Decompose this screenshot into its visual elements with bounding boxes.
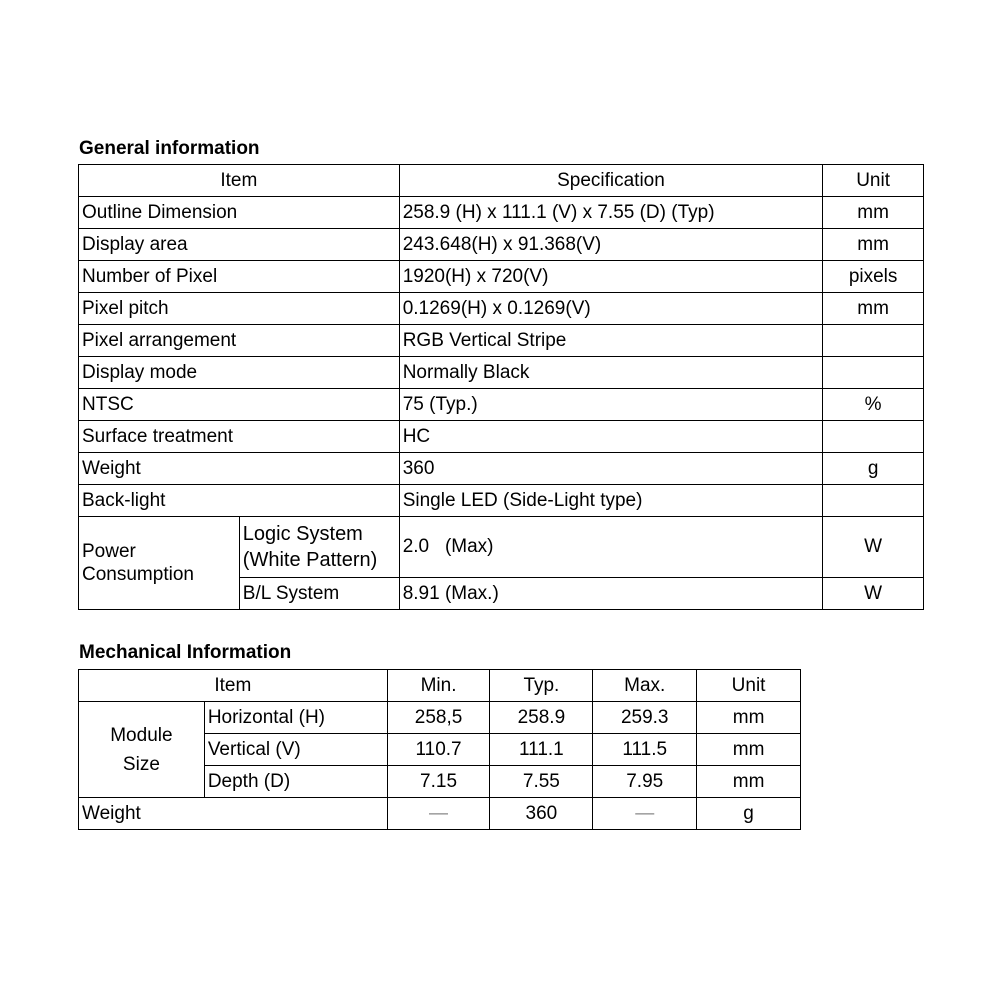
table-row [79, 229, 924, 261]
row-unit: pixels [823, 261, 924, 293]
table-row [79, 261, 924, 293]
table-header-row [79, 165, 924, 197]
row-item: Weight [79, 453, 400, 485]
row-unit: g [823, 453, 924, 485]
table-row [79, 357, 924, 389]
module-size-label [79, 702, 205, 798]
header-unit: Unit [697, 670, 801, 702]
row-max: 7.95 [593, 766, 697, 798]
row-typ: 111.1 [490, 734, 593, 766]
module-label-line1: Module [110, 724, 173, 746]
row-item: Outline Dimension [79, 197, 400, 229]
table-row [79, 197, 924, 229]
row-item: Display mode [79, 357, 400, 389]
table-row [79, 421, 924, 453]
row-unit: mm [697, 766, 801, 798]
row-max: 259.3 [593, 702, 697, 734]
row-item: Weight [79, 798, 388, 830]
table-row [79, 485, 924, 517]
table-row [79, 453, 924, 485]
header-unit: Unit [823, 165, 924, 197]
row-spec: 243.648(H) x 91.368(V) [399, 229, 823, 261]
row-spec: Single LED (Side-Light type) [399, 485, 823, 517]
table-row-power-logic [79, 517, 924, 578]
row-unit: mm [697, 734, 801, 766]
row-item: Back-light [79, 485, 400, 517]
header-max: Max. [593, 670, 697, 702]
row-spec: 360 [399, 453, 823, 485]
row-unit [823, 485, 924, 517]
mechanical-information-title: Mechanical Information [79, 642, 292, 663]
power-label-line1: Power [82, 541, 136, 562]
row-max: 111.5 [593, 734, 697, 766]
bl-system-label: B/L System [239, 578, 399, 610]
row-unit: g [697, 798, 801, 830]
power-consumption-label [79, 517, 240, 610]
logic-label-line1: Logic System [242, 523, 363, 545]
header-typ: Typ. [490, 670, 593, 702]
row-typ: 7.55 [490, 766, 593, 798]
row-typ: 360 [490, 798, 593, 830]
row-item: Pixel arrangement [79, 325, 400, 357]
table-row [79, 702, 801, 734]
logic-system-spec: 2.0 (Max) [399, 517, 823, 578]
row-min: — [387, 798, 490, 830]
row-item: NTSC [79, 389, 400, 421]
header-min: Min. [387, 670, 490, 702]
row-typ: 258.9 [490, 702, 593, 734]
table-header-row [79, 670, 801, 702]
table-row [79, 798, 801, 830]
row-unit [823, 421, 924, 453]
logic-system-unit: W [823, 517, 924, 578]
module-label-line2: Size [122, 753, 160, 775]
logic-system-label [239, 517, 399, 578]
row-spec: Normally Black [399, 357, 823, 389]
power-label-line2: Consumption [82, 564, 194, 585]
logic-label-line2: (White Pattern) [242, 549, 378, 571]
row-unit [823, 325, 924, 357]
header-item: Item [79, 165, 400, 197]
bl-system-spec: 8.91 (Max.) [399, 578, 823, 610]
row-spec: RGB Vertical Stripe [399, 325, 823, 357]
table-row [79, 389, 924, 421]
row-item: Pixel pitch [79, 293, 400, 325]
mechanical-information-table [78, 669, 801, 830]
row-unit: mm [823, 229, 924, 261]
row-unit: mm [823, 293, 924, 325]
row-unit: % [823, 389, 924, 421]
table-row [79, 293, 924, 325]
row-min: 7.15 [387, 766, 490, 798]
row-min: 110.7 [387, 734, 490, 766]
row-item: Horizontal (H) [204, 702, 387, 734]
general-information-title: General information [79, 138, 260, 159]
row-item: Depth (D) [204, 766, 387, 798]
row-item: Vertical (V) [204, 734, 387, 766]
bl-system-unit: W [823, 578, 924, 610]
row-spec: 1920(H) x 720(V) [399, 261, 823, 293]
header-specification: Specification [399, 165, 823, 197]
header-item: Item [79, 670, 388, 702]
row-item: Surface treatment [79, 421, 400, 453]
table-row [79, 325, 924, 357]
row-unit: mm [697, 702, 801, 734]
row-item: Number of Pixel [79, 261, 400, 293]
row-spec: 75 (Typ.) [399, 389, 823, 421]
row-spec: HC [399, 421, 823, 453]
row-spec: 0.1269(H) x 0.1269(V) [399, 293, 823, 325]
row-min: 258,5 [387, 702, 490, 734]
row-unit: mm [823, 197, 924, 229]
row-spec: 258.9 (H) x 111.1 (V) x 7.55 (D) (Typ) [399, 197, 823, 229]
row-unit [823, 357, 924, 389]
row-item: Display area [79, 229, 400, 261]
row-max: — [593, 798, 697, 830]
general-information-table [78, 164, 924, 610]
